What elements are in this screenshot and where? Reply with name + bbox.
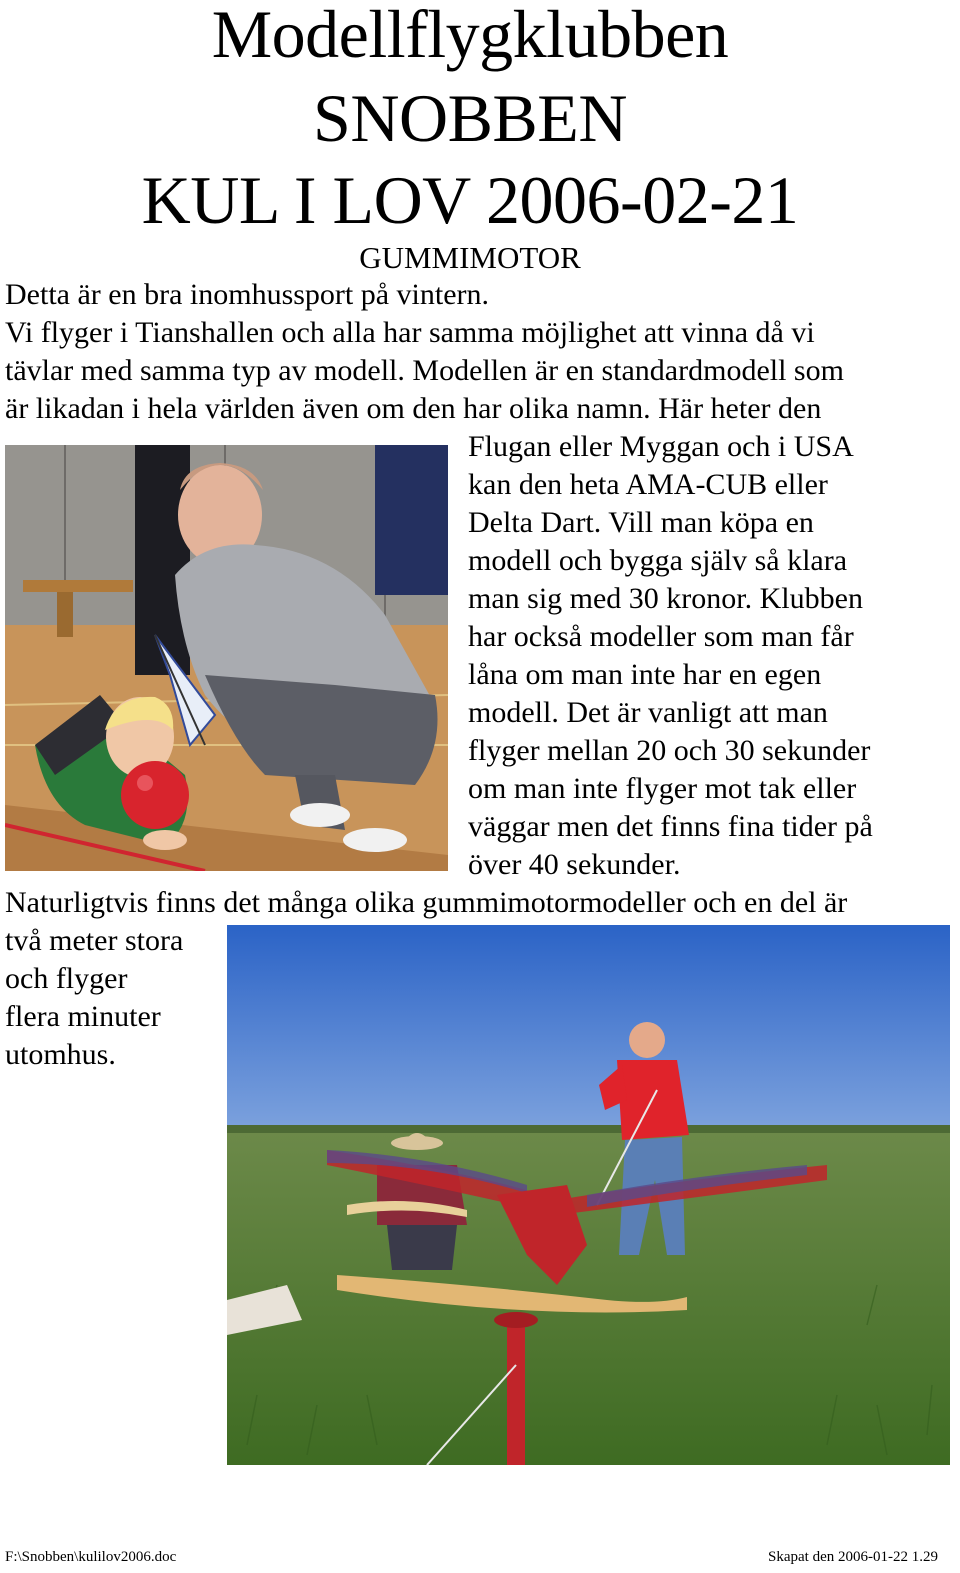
column-line: Delta Dart. Vill man köpa en [468,506,814,539]
column-line: låna om man inte har en egen [468,658,822,691]
gym-photo [5,445,448,871]
column-line: över 40 sekunder. [468,848,681,881]
column-line: har också modeller som man får [468,620,854,653]
subtitle: GUMMIMOTOR [359,240,581,275]
title-line-3: KUL I LOV 2006-02-21 [141,162,799,238]
outro-line: flera minuter [5,1000,161,1033]
column-line: kan den heta AMA-CUB eller [468,468,828,501]
title-line-1: Modellflygklubben [211,0,729,72]
column-line: väggar men det finns fina tider på [468,810,873,843]
column-line: om man inte flyger mot tak eller [468,772,857,805]
intro-line: Detta är en bra inomhussport på vintern. [5,278,490,311]
outro-line: två meter stora [5,924,184,957]
outro-line: Naturligtvis finns det många olika gummimotormodeller och en del är [5,886,848,919]
column-line: flyger mellan 20 och 30 sekunder [468,734,871,767]
column-line: modell. Det är vanligt att man [468,696,828,729]
intro-line: är likadan i hela världen även om den har olika namn. Här heter den [5,392,822,425]
intro-line: tävlar med samma typ av modell. Modellen är en standardmodell som [5,354,844,387]
outro-line: utomhus. [5,1038,116,1071]
footer-created-date: Skapat den 2006-01-22 1.29 [768,1549,938,1565]
column-line: man sig med 30 kronor. Klubben [468,582,863,615]
column-line: modell och bygga själv så klara [468,544,848,577]
outro-line: och flyger [5,962,128,995]
footer-file-path: F:\Snobben\kulilov2006.doc [5,1549,177,1565]
column-line: Flugan eller Myggan och i USA [468,430,854,463]
intro-line: Vi flyger i Tianshallen och alla har samma möjlighet att vinna då vi [5,316,815,349]
field-photo [227,925,950,1465]
title-line-2: SNOBBEN [313,80,627,156]
